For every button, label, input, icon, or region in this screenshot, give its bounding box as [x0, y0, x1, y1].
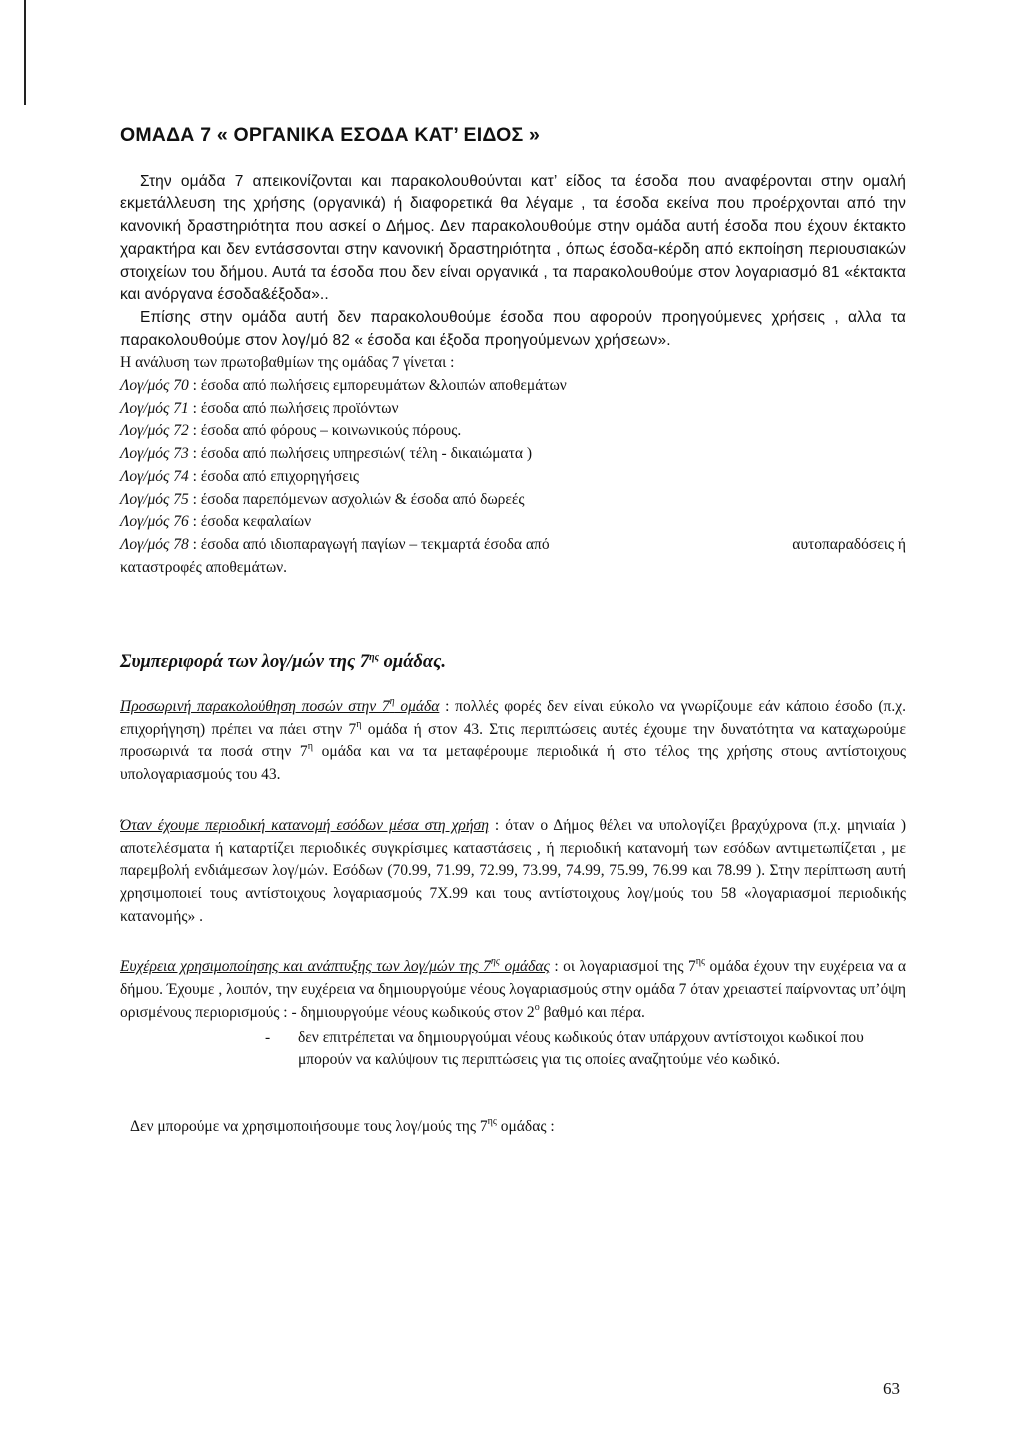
heading-text: Συμπεριφορά των λογ/μών της 7: [120, 652, 370, 673]
account-item: Λογ/μός 72 : έσοδα από φόρους – κοινωνικούς πόρους.: [120, 422, 462, 440]
scan-edge-line: [24, 0, 26, 105]
periodic-label: Όταν έχουμε περιοδική κατανομή εσόδων μέσα στη χρήση: [120, 816, 489, 834]
intro-paragraph: Στην ομάδα 7 απεικονίζονται και παρακολουθούνται κατ’ είδος τα έσοδα που αναφέρονται στην ομαλή εκμετάλλευση της χρήσης (οργανικά) ή διαφορετικά θα λέγαμε , τα έσοδα εκείνα που προέρχονται από την κανονική δραστηριότητα που ασκεί ο Δήμος. Δεν παρακολουθούμε στην ομάδα αυτή έσοδα που έχουν έκτακτο χαρακτήρα και δεν εντάσσονται στην κανονική δραστηριότητα , όπως έσοδα-κέρδη από εκποίηση περιουσιακών στοιχείων του δήμου. Αυτά τα έσοδα που δεν είναι οργανικά , τα παρακολουθούμε στον λογαριασμό 81 «έκτακτα και ανόργανα έσοδα&έξοδα»..: [120, 172, 906, 304]
document-page: [120, 124, 906, 1139]
label-text: Προσωρινή παρακολούθηση ποσών στην 7: [120, 698, 390, 716]
body-sup: η: [356, 718, 362, 730]
label-text: Ευχέρεια χρησιμοποίησης και ανάπτυξης των λογ/μών της 7: [120, 958, 491, 976]
closing-line: [120, 1116, 906, 1139]
account-number: Λογ/μός 76: [120, 513, 189, 531]
label-sup: ης: [490, 956, 500, 968]
dash-bullet: -: [265, 1028, 271, 1046]
account-desc: έσοδα από πωλήσεις υπηρεσιών( τέλη - δικαιώματα ): [200, 445, 533, 463]
periodic-paragraph: [120, 815, 906, 929]
heading-text-end: ομάδας.: [379, 652, 447, 673]
account-item: Λογ/μός 71 : έσοδα από πωλήσεις προϊόντων: [120, 399, 399, 417]
account-desc: έσοδα παρεπόμενων ασχολιών & έσοδα από δωρεές: [200, 490, 525, 508]
label-text-end: ομάδα: [394, 698, 440, 716]
account-desc: έσοδα από επιχορηγήσεις: [200, 467, 360, 485]
account-number: Λογ/μός 78: [120, 535, 189, 553]
account-78-line: [120, 534, 906, 557]
account-item-78: [120, 534, 906, 579]
account-number: Λογ/μός 71: [120, 399, 189, 417]
body-sup: ο: [534, 1001, 540, 1013]
provisional-label: [120, 698, 439, 715]
body-text: : πολλές φορές δεν είναι εύκολο να γνωρίζουμε εάν κάποιο έσοδο (π.χ. επιχορήγηση) πρέπει να πάει στην 7: [120, 698, 906, 738]
label-text-end: ομάδας: [499, 958, 550, 976]
account-number: Λογ/μός 74: [120, 467, 189, 485]
account-item: Λογ/μός 75 : έσοδα παρεπόμενων ασχολιών & έσοδα από δωρεές: [120, 490, 525, 508]
account-number: Λογ/μός 70: [120, 377, 189, 395]
body-sup: η: [307, 741, 313, 753]
body-sup: ης: [695, 956, 705, 968]
body-text: ομάδα ή στον 43. Στις περιπτώσεις αυτές έχουμε την δυνατότητα να καταχωρούμε προσωρινά τα ποσά στην 7: [120, 720, 906, 761]
account-desc: έσοδα από πωλήσεις εμπορευμάτων &λοιπών αποθεμάτων: [200, 377, 567, 395]
ease-label: [120, 958, 550, 975]
provisional-paragraph: [120, 696, 906, 787]
account-desc: έσοδα από πωλήσεις προϊόντων: [200, 399, 399, 417]
account-item: Λογ/μός 76 : έσοδα κεφαλαίων: [120, 513, 312, 531]
page-title: ΟΜΑΔΑ 7 « ΟΡΓΑΝΙΚΑ ΕΣΟΔΑ ΚΑΤ’ ΕΙΔΟΣ »: [120, 124, 541, 146]
label-sup: η: [389, 696, 395, 708]
body-text: ομάδα έχουν την ευχέρεια να α δήμου. Έχουμε , λοιπόν, την ευχέρεια να δημιουργούμε νέους λογαριασμούς στην ομάδα 7 όταν χρειαστεί παίρνοντας υπ’όψη ορισμένους περιορισμούς : - δημιουργούμε νέους κωδικούς στον 2: [120, 958, 907, 1021]
account-desc: έσοδα κεφαλαίων: [200, 513, 312, 531]
ease-paragraph: [120, 956, 906, 1024]
body-text: ομάδα και να τα μεταφέρουμε περιοδικά ή στο τέλος της χρήσης στους αντίστοιχους υπολογαριασμούς του 43.: [120, 743, 906, 784]
account-desc-right: αυτοπαραδόσεις ή: [792, 535, 906, 553]
body-text: : οι λογαριασμοί της 7: [549, 958, 696, 976]
closing-sup: ης: [487, 1115, 497, 1127]
account-item: Λογ/μός 74 : έσοδα από επιχορηγήσεις: [120, 467, 360, 485]
account-desc: έσοδα από ιδιοπαραγωγή παγίων – τεκμαρτά έσοδα από: [200, 535, 550, 553]
section-heading: [120, 651, 906, 674]
intro-section: [120, 171, 906, 353]
account-list: [120, 375, 906, 579]
account-number: Λογ/μός 73: [120, 445, 189, 463]
page-number: 63: [883, 1379, 900, 1398]
account-desc: έσοδα από φόρους – κοινωνικούς πόρους.: [200, 422, 462, 440]
account-item: Λογ/μός 73 : έσοδα από πωλήσεις υπηρεσιών( τέλη - δικαιώματα ): [120, 445, 533, 463]
closing-text-end: ομάδας :: [496, 1117, 555, 1135]
restriction-item: [265, 1027, 906, 1072]
account-number: Λογ/μός 72: [120, 422, 189, 440]
breakdown-intro: Η ανάλυση των πρωτοβαθμίων της ομάδας 7 γίνεται :: [120, 354, 455, 372]
account-desc-continued: καταστροφές αποθεμάτων.: [120, 558, 288, 576]
closing-text: Δεν μπορούμε να χρησιμοποιήσουμε τους λογ/μούς της 7: [130, 1117, 488, 1135]
body-text: : όταν ο Δήμος θέλει να υπολογίζει βραχύχρονα (π.χ. μηνιαία ) αποτελέσματα ή καταρτίζει περιοδικές συγκρίσιμες καταστάσεις , ή περιοδική κατανομή των εσόδων αντιμετωπίζεται , με παρεμβολή ενδιάμεσων λογ/μών. Εσόδων (70.99, 71.99, 72.99, 73.99, 74.99, 75.99, 76.99 και 78.99 ). Στην περίπτωση αυτή χρησιμοποιεί τους αντίστοιχους λογαριασμούς 7Χ.99 και τους αντίστοιχους λογ/μούς του 58 «λογαριασμοί περιοδικής κατανομής» .: [120, 816, 907, 925]
body-text: βαθμό και πέρα.: [539, 1003, 645, 1021]
intro-paragraph-2: Επίσης στην ομάδα αυτή δεν παρακολουθούμε έσοδα που αφορούν προηγούμενες χρήσεις , αλλα τα παρακολουθούμε στον λογ/μό 82 « έσοδα και έξοδα προηγούμενων χρήσεων».: [120, 308, 906, 349]
account-number: Λογ/μός 75: [120, 490, 189, 508]
account-item: Λογ/μός 70 : έσοδα από πωλήσεις εμπορευμάτων &λοιπών αποθεμάτων: [120, 377, 567, 395]
restriction-text: δεν επιτρέπεται να δημιουργούμαι νέους κωδικούς όταν υπάρχουν αντίστοιχοι κωδικοί που μπορούν να καλύψουν τις περιπτώσεις για τις οποίες αναζητούμε νέο κωδικό.: [298, 1028, 864, 1069]
heading-sup: ης: [369, 652, 380, 664]
account-78-main: Λογ/μός 78 : έσοδα από ιδιοπαραγωγή παγίων – τεκμαρτά έσοδα από: [120, 535, 550, 553]
